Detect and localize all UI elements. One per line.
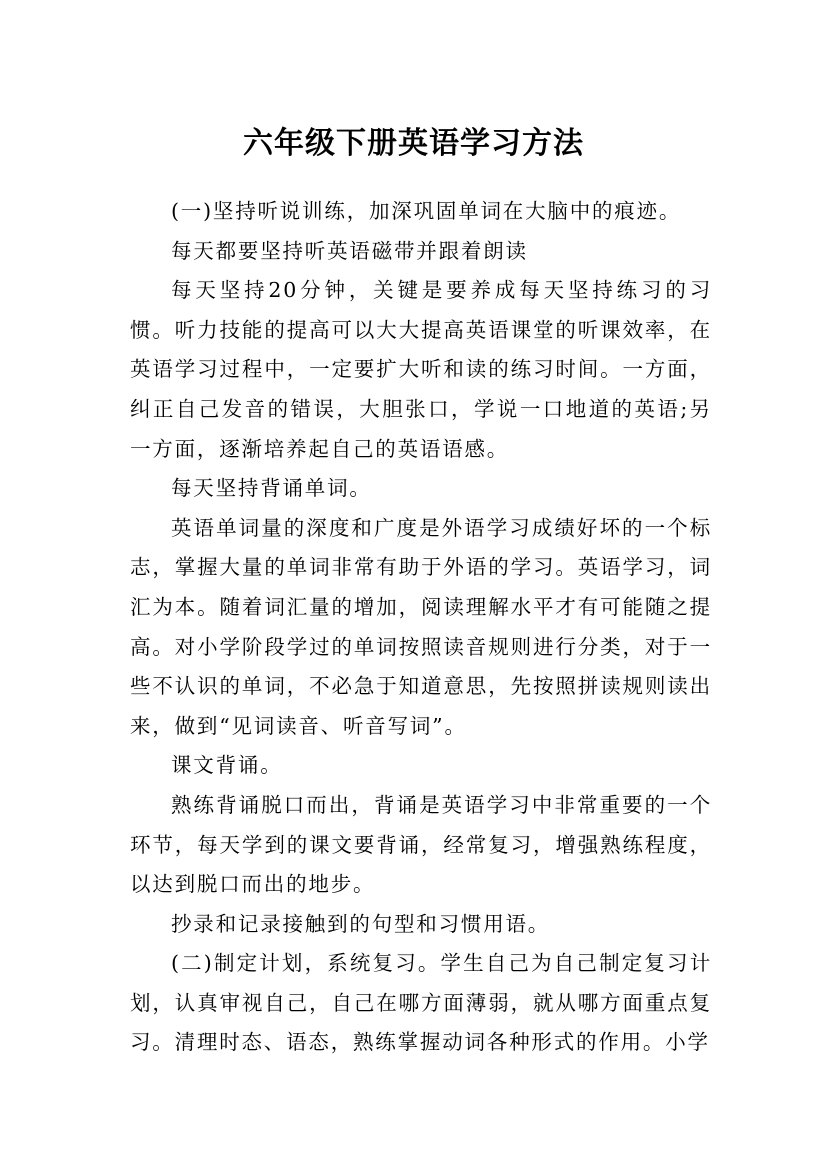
document-body (130, 192, 712, 1063)
paragraph-recitation-detail: 熟练背诵脱口而出，背诵是英语学习中非常重要的一个环节，每天学到的课文要背诵，经常复习，增强熟练程度，以达到脱口而出的地步。 (130, 792, 712, 897)
page-title: 六年级下册英语学习方法 (243, 126, 584, 162)
paragraph-vocabulary-detail: 英语单词量的深度和广度是外语学习成绩好坏的一个标志，掌握大量的单词非常有助于外语的学习。英语学习，词汇为本。随着词汇量的增加，阅读理解水平才有可能随之提高。对小学阶段学过的单词按照读音规则进行分类，对于一些不认识的单词，不必急于知道意思，先按照拼读规则读出来，做到“见词读音、听音写词”。 (130, 515, 712, 738)
paragraph-listening-detail: 每天坚持20分钟，关键是要养成每天坚持练习的习惯。听力技能的提高可以大大提高英语课堂的听课效率，在英语学习过程中，一定要扩大听和读的练习时间。一方面，纠正自己发音的错误，大胆张口，学说一口地道的英语;另一方面，逐渐培养起自己的英语语感。 (130, 278, 712, 461)
paragraph-daily-listening: 每天都要坚持听英语磁带并跟着朗读 (171, 238, 528, 263)
paragraph-word-recitation: 每天坚持背诵单词。 (171, 476, 372, 501)
paragraph-review-plan: (二)制定计划，系统复习。学生自己为自己制定复习计划，认真审视自己，自己在哪方面薄弱，就从哪方面重点复习。清理时态、语态，熟练掌握动词各种形式的作用。小学 (130, 951, 712, 1055)
paragraph-copy-phrases: 抄录和记录接触到的句型和习惯用语。 (171, 911, 551, 936)
paragraph-listening-heading: (一)坚持听说训练，加深巩固单词在大脑中的痕迹。 (171, 199, 682, 223)
paragraph-text-recitation: 课文背诵。 (171, 753, 283, 778)
